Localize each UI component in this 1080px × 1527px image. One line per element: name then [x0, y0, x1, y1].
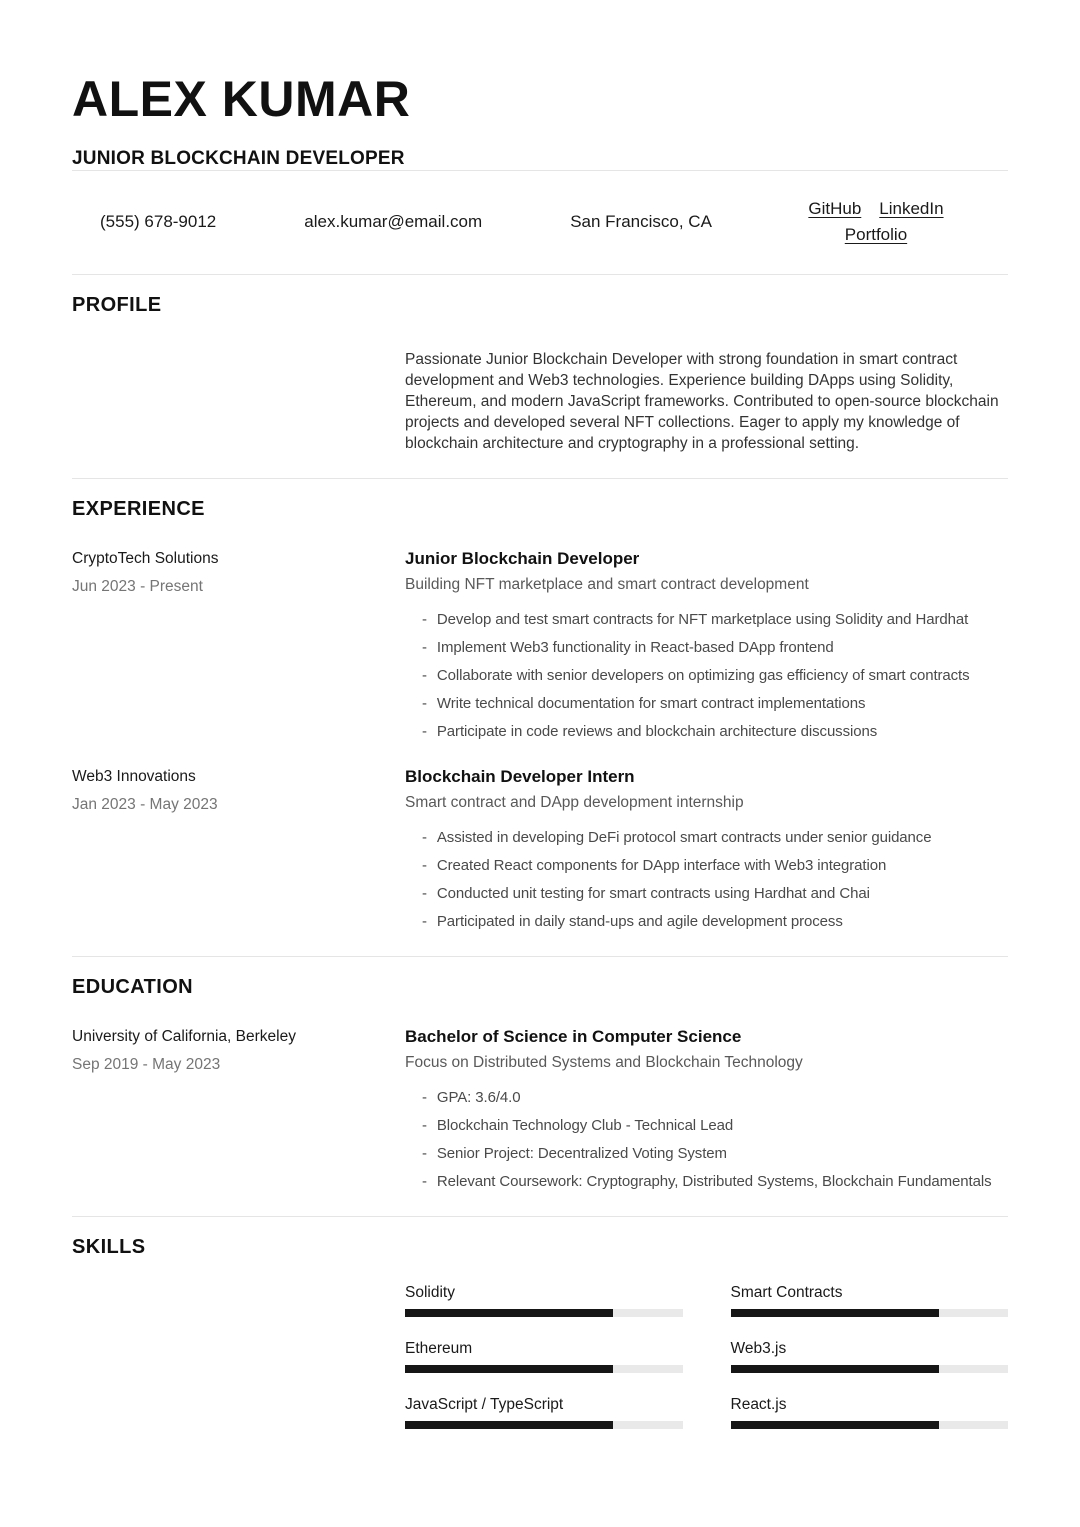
- skills-grid: [405, 1283, 1008, 1429]
- experience-entry: [72, 767, 1008, 932]
- profile-section: [72, 275, 1008, 478]
- skills-left-spacer: [72, 1259, 405, 1429]
- bullet-text: Develop and test smart contracts for NFT marketplace using Solidity and Hardhat: [436, 611, 969, 628]
- experience-entry-detail: [405, 767, 1008, 932]
- bullet-dash: -: [422, 667, 427, 684]
- github-link[interactable]: GitHub: [808, 199, 862, 218]
- employment-dates: Jun 2023 - Present: [72, 578, 203, 595]
- bullet-dash: -: [422, 1145, 427, 1162]
- education-bullet: [405, 1087, 1008, 1108]
- skills-body: [72, 1259, 1008, 1429]
- education-bullet: [405, 1115, 1008, 1136]
- experience-entry-detail: [405, 549, 1008, 742]
- bullet-text: Participated in daily stand-ups and agile development process: [436, 913, 843, 930]
- job-bullet: [405, 665, 1008, 686]
- experience-section: [72, 479, 1008, 956]
- bullet-dash: -: [422, 857, 427, 874]
- experience-entries: [72, 549, 1008, 932]
- skill-item: [731, 1283, 1009, 1317]
- resume-header: [72, 71, 1008, 170]
- skill-bar: [405, 1309, 683, 1317]
- bullet-dash: -: [422, 639, 427, 656]
- header-divider: [72, 170, 1008, 171]
- bullet-text: Assisted in developing DeFi protocol smart contracts under senior guidance: [436, 829, 932, 846]
- bullet-text: Created React components for DApp interface with Web3 integration: [436, 857, 887, 874]
- job-bullet: [405, 637, 1008, 658]
- skill-bar-fill: [405, 1421, 613, 1429]
- contact-row: [72, 197, 1008, 246]
- bullet-dash: -: [422, 723, 427, 740]
- skill-item: [731, 1339, 1009, 1373]
- skill-bar-fill: [405, 1365, 613, 1373]
- job-title: Blockchain Developer Intern: [405, 767, 635, 786]
- profile-heading: PROFILE: [72, 294, 162, 316]
- skill-name: Solidity: [405, 1284, 455, 1301]
- education-entry: [72, 1027, 1008, 1192]
- degree-title: Bachelor of Science in Computer Science: [405, 1027, 742, 1046]
- skill-name: Web3.js: [730, 1340, 787, 1357]
- profile-summary: Passionate Junior Blockchain Developer with strong foundation in smart contract development and Web3 technologies. Experience building DApps using Solidity, Ethereum, and modern JavaScript frameworks. Contributed to open-source blockchain projects and developed several NFT collections. Eager to apply my knowledge of blockchain architecture and cryptography in a professional setting.: [405, 351, 999, 452]
- skill-bar: [731, 1365, 1009, 1373]
- education-entry-meta: [72, 1027, 405, 1192]
- profile-left-spacer: [72, 349, 405, 454]
- skill-name: JavaScript / TypeScript: [405, 1396, 564, 1413]
- bullet-text: GPA: 3.6/4.0: [436, 1089, 521, 1106]
- bullet-text: Collaborate with senior developers on optimizing gas efficiency of smart contracts: [436, 667, 970, 684]
- bullet-text: Senior Project: Decentralized Voting System: [436, 1145, 727, 1162]
- contact-links: [800, 197, 952, 246]
- experience-heading: EXPERIENCE: [72, 498, 205, 520]
- company-name: Web3 Innovations: [72, 768, 196, 785]
- school-name: University of California, Berkeley: [72, 1028, 296, 1045]
- job-bullet: [405, 883, 1008, 904]
- skill-item: [405, 1283, 683, 1317]
- skill-bar: [405, 1365, 683, 1373]
- education-bullet-list: [405, 1087, 1008, 1192]
- job-title: Junior Blockchain Developer: [405, 549, 640, 568]
- bullet-text: Conducted unit testing for smart contracts using Hardhat and Chai: [436, 885, 870, 902]
- bullet-text: Relevant Coursework: Cryptography, Distributed Systems, Blockchain Fundamentals: [436, 1173, 992, 1190]
- job-bullet-list: [405, 609, 1008, 742]
- skill-item: [731, 1395, 1009, 1429]
- experience-entry-meta: [72, 549, 405, 742]
- job-bullet: [405, 609, 1008, 630]
- portfolio-link[interactable]: Portfolio: [844, 225, 908, 244]
- education-bullet: [405, 1171, 1008, 1192]
- skills-section: [72, 1217, 1008, 1453]
- skills-heading: SKILLS: [72, 1236, 146, 1258]
- skill-name: Smart Contracts: [730, 1284, 843, 1301]
- education-entry-detail: [405, 1027, 1008, 1192]
- experience-entry-meta: [72, 767, 405, 932]
- linkedin-link[interactable]: LinkedIn: [879, 199, 944, 218]
- bullet-dash: -: [422, 829, 427, 846]
- contact-phone: (555) 678-9012: [100, 211, 217, 231]
- skill-name: React.js: [730, 1396, 787, 1413]
- bullet-text: Write technical documentation for smart contract implementations: [436, 695, 866, 712]
- job-bullet: [405, 911, 1008, 932]
- education-section: [72, 957, 1008, 1216]
- job-bullet: [405, 855, 1008, 876]
- skill-bar: [731, 1421, 1009, 1429]
- skill-item: [405, 1395, 683, 1429]
- job-bullet: [405, 827, 1008, 848]
- skill-name: Ethereum: [405, 1340, 473, 1357]
- job-subtitle: Smart contract and DApp development internship: [405, 794, 744, 811]
- job-bullet: [405, 693, 1008, 714]
- bullet-dash: -: [422, 695, 427, 712]
- skill-bar-fill: [405, 1309, 613, 1317]
- education-heading: EDUCATION: [72, 976, 194, 998]
- job-bullet: [405, 721, 1008, 742]
- bullet-dash: -: [422, 1173, 427, 1190]
- education-bullet: [405, 1143, 1008, 1164]
- job-subtitle: Building NFT marketplace and smart contract development: [405, 576, 809, 593]
- bullet-dash: -: [422, 885, 427, 902]
- person-name: ALEX KUMAR: [72, 71, 411, 127]
- degree-subtitle: Focus on Distributed Systems and Blockchain Technology: [405, 1054, 803, 1071]
- person-job-title: JUNIOR BLOCKCHAIN DEVELOPER: [72, 148, 405, 169]
- experience-entry: [72, 549, 1008, 742]
- employment-dates: Jan 2023 - May 2023: [72, 796, 218, 813]
- skill-bar: [405, 1421, 683, 1429]
- bullet-dash: -: [422, 611, 427, 628]
- bullet-text: Implement Web3 functionality in React-based DApp frontend: [436, 639, 834, 656]
- skill-bar-fill: [731, 1365, 939, 1373]
- contact-email: alex.kumar@email.com: [304, 211, 483, 231]
- skill-bar: [731, 1309, 1009, 1317]
- bullet-text: Participate in code reviews and blockchain architecture discussions: [436, 723, 878, 740]
- job-bullet-list: [405, 827, 1008, 932]
- company-name: CryptoTech Solutions: [72, 550, 219, 567]
- skill-bar-fill: [731, 1421, 939, 1429]
- education-dates: Sep 2019 - May 2023: [72, 1056, 221, 1073]
- skill-item: [405, 1339, 683, 1373]
- bullet-dash: -: [422, 913, 427, 930]
- bullet-dash: -: [422, 1089, 427, 1106]
- bullet-dash: -: [422, 1117, 427, 1134]
- profile-body: [72, 349, 1008, 454]
- skill-bar-fill: [731, 1309, 939, 1317]
- education-entries: [72, 1027, 1008, 1192]
- bullet-text: Blockchain Technology Club - Technical Lead: [436, 1117, 734, 1134]
- contact-location: San Francisco, CA: [570, 211, 712, 231]
